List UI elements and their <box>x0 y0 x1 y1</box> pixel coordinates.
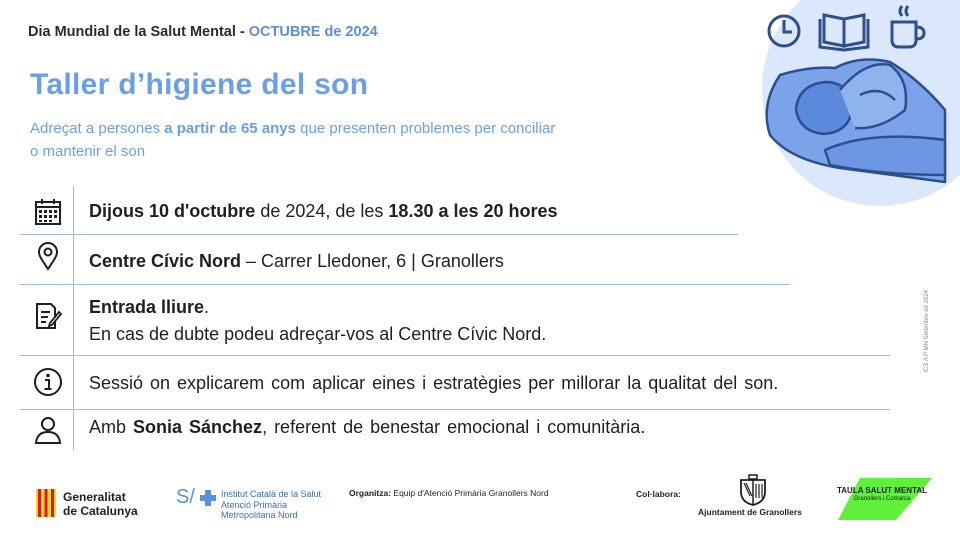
taula-logo-title: TAULA SALUT MENTAL <box>836 486 928 495</box>
subtitle-line2: o mantenir el son <box>30 143 146 160</box>
info-row: Sessió on explicarem com aplicar eines i estratègies per millorar la qualitat del son. <box>89 373 779 393</box>
table-vertical-divider <box>73 186 74 450</box>
document-edit-icon <box>32 300 64 332</box>
generalitat-line1: Generalitat <box>63 490 126 504</box>
location-pin-icon <box>32 240 64 272</box>
side-credit <box>924 290 938 400</box>
entry-note: En cas de dubte podeu adreçar-vos al Centre Cívic Nord. <box>89 324 547 344</box>
subtitle-part1: Adreçat a persones <box>30 120 161 137</box>
ics-logo-text <box>221 489 321 521</box>
ics-line1: Institut Català de la Salut <box>221 489 322 499</box>
taula-logo-subtitle: Granollers i Comarca <box>853 496 911 502</box>
event-header <box>28 24 378 40</box>
calendar-icon <box>32 196 64 228</box>
side-credit-text: ICS A P MN Setembre de 2024 <box>924 290 930 373</box>
collabora-label: Col·labora: <box>636 489 681 499</box>
granollers-coat-of-arms-icon <box>737 472 769 506</box>
ajuntament-logo-text: Ajuntament de Granollers <box>698 507 802 517</box>
person-icon <box>32 414 64 446</box>
subtitle-age: a partir de 65 anys <box>164 120 296 137</box>
ics-line3: Metropolitana Nord <box>221 510 298 520</box>
speaker-name: Sonia Sánchez <box>133 417 263 437</box>
organitza-label: Organitza: <box>349 488 392 498</box>
row-divider <box>20 284 790 285</box>
event-date: OCTUBRE de 2024 <box>248 24 378 40</box>
entry-title: Entrada lliure <box>89 297 205 317</box>
date-mid: de 2024, de les <box>255 201 389 221</box>
page-title: Taller d’higiene del son <box>30 68 369 101</box>
generalitat-logo-text <box>63 490 138 518</box>
speaker-row <box>89 417 645 438</box>
speaker-pre: Amb <box>89 417 134 437</box>
generalitat-logo-icon <box>36 489 56 517</box>
row-divider <box>20 234 738 235</box>
ics-line2: Atenció Primària <box>221 499 288 510</box>
date-row <box>89 201 558 222</box>
place-address: – Carrer Lledoner, 6 | Granollers <box>241 251 504 271</box>
generalitat-line2: de Catalunya <box>63 504 138 518</box>
row-divider <box>20 409 890 410</box>
subtitle-part2: que presenten problemes per conciliar <box>300 120 556 137</box>
place-name: Centre Cívic Nord <box>89 251 242 271</box>
date-day: Dijous 10 d'octubre <box>89 201 256 221</box>
row-divider <box>20 355 890 356</box>
subtitle <box>30 117 710 163</box>
date-time: 18.30 a les 20 hores <box>388 201 558 221</box>
info-icon <box>32 366 64 398</box>
organitza-value: Equip d'Atenció Primària Granollers Nord <box>393 488 549 498</box>
health-cross-icon <box>199 489 217 507</box>
organitza-credit <box>349 488 549 498</box>
sleep-illustration <box>740 0 960 215</box>
entry-period: . <box>204 297 210 317</box>
place-row <box>89 251 504 272</box>
entry-row <box>89 294 546 348</box>
event-label: Dia Mundial de la Salut Mental - <box>28 24 245 40</box>
ics-logo-mark: S/ <box>176 486 195 508</box>
speaker-role: , referent de benestar emocional i comunitària. <box>262 417 646 437</box>
